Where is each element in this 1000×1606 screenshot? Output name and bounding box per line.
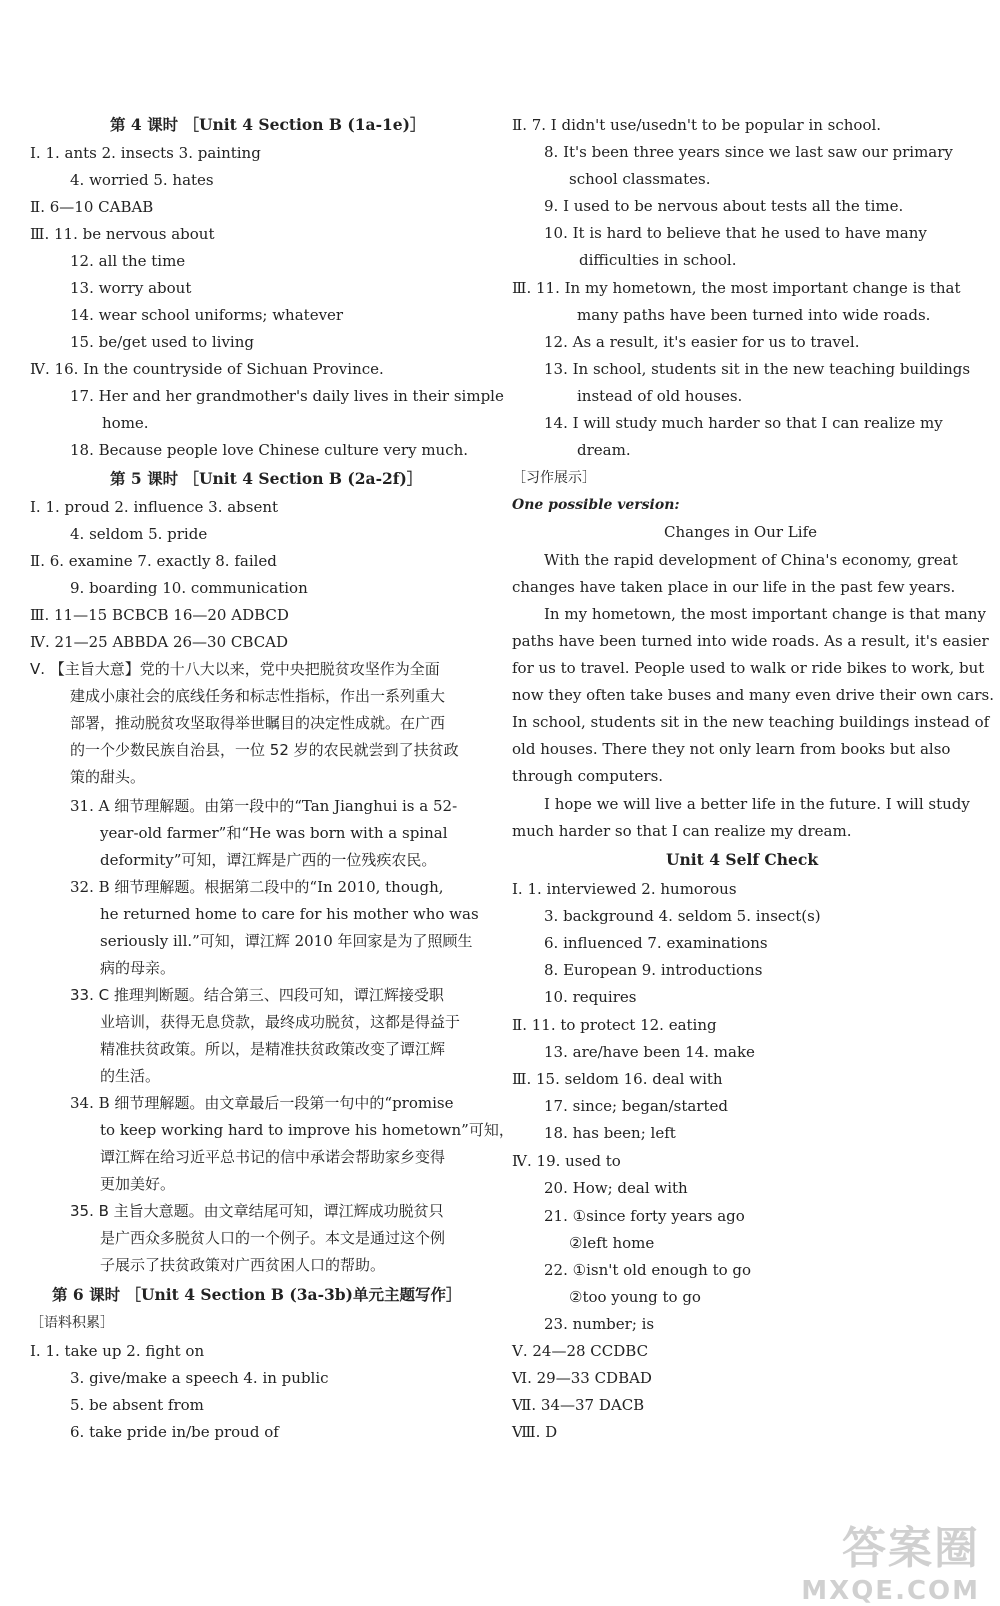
right-line: difficulties in school. — [579, 251, 737, 269]
right-line: 10. It is hard to believe that he used to have many — [544, 224, 927, 242]
left-line: 12. all the time — [70, 252, 186, 270]
right-line: 13. are/have been 14. make — [544, 1043, 755, 1061]
right-line: Ⅳ. 19. used to — [512, 1152, 621, 1170]
right-line: now they often take buses and many even drive their own cars. — [512, 686, 994, 704]
right-line: 14. I will study much harder so that I can realize my — [544, 414, 943, 432]
right-line: dream. — [577, 441, 631, 459]
left-line: 业培训，获得无息贷款，最终成功脱贫，这都是得益于 — [100, 1013, 461, 1031]
left-line: 建成小康社会的底线任务和标志性指标，作出一系列重大 — [70, 687, 446, 705]
left-line: 34. B 细节理解题。由文章最后一段第一句中的“promise — [70, 1094, 454, 1112]
right-line: 21. ①since forty years ago — [544, 1207, 745, 1225]
left-line: 4. seldom 5. pride — [70, 525, 208, 543]
right-line: Changes in Our Life — [664, 523, 817, 541]
left-line: to keep working hard to improve his hometown”可知， — [100, 1121, 514, 1139]
site-watermark — [730, 1512, 980, 1606]
right-line: instead of old houses. — [577, 387, 743, 405]
left-line: 的一个少数民族自治县，一位 52 岁的农民就尝到了扶贫政 — [70, 741, 459, 759]
right-line: 12. As a result, it's easier for us to travel. — [544, 333, 860, 351]
left-line: deformity”可知，谭江辉是广西的一位残疾农民。 — [100, 851, 437, 869]
left-line: Ⅰ. 1. proud 2. influence 3. absent — [30, 498, 279, 516]
left-line: he returned home to care for his mother who was — [100, 905, 479, 923]
right-line: 10. requires — [544, 988, 637, 1006]
left-line: seriously ill.”可知，谭江辉 2010 年回家是为了照顾生 — [100, 932, 473, 950]
left-line: 病的母亲。 — [100, 959, 176, 977]
right-line: Ⅵ. 29—33 CDBAD — [512, 1369, 652, 1387]
left-line: Ⅱ. 6—10 CABAB — [30, 198, 154, 216]
right-line: 22. ①isn't old enough to go — [544, 1261, 752, 1279]
left-line: 9. boarding 10. communication — [70, 579, 308, 597]
right-line: ②too young to go — [569, 1288, 701, 1306]
right-line: Ⅰ. 1. interviewed 2. humorous — [512, 880, 737, 898]
left-line: 3. give/make a speech 4. in public — [70, 1369, 329, 1387]
right-line: 3. background 4. seldom 5. insect(s) — [544, 907, 821, 925]
right-line: 17. since; began/started — [544, 1097, 728, 1115]
right-line: 20. How; deal with — [544, 1179, 688, 1197]
right-line: Ⅱ. 11. to protect 12. eating — [512, 1016, 717, 1034]
left-line: Ⅳ. 16. In the countryside of Sichuan Province. — [30, 360, 384, 378]
left-line: 18. Because people love Chinese culture very much. — [70, 441, 469, 459]
left-line: 13. worry about — [70, 279, 192, 297]
right-line: With the rapid development of China's economy, great — [544, 551, 958, 569]
right-line: paths have been turned into wide roads. As a result, it's easier — [512, 632, 989, 650]
right-line: 8. European 9. introductions — [544, 961, 763, 979]
right-line: many paths have been turned into wide roads. — [577, 306, 931, 324]
left-line: home. — [102, 414, 149, 432]
right-line: 18. has been; left — [544, 1124, 676, 1142]
left-line: 是广西众多脱贫人口的一个例子。本文是通过这个例 — [100, 1229, 446, 1247]
left-line: 15. be/get used to living — [70, 333, 254, 351]
right-line: through computers. — [512, 767, 664, 785]
left-line: 策的甜头。 — [70, 768, 146, 786]
right-line: 6. influenced 7. examinations — [544, 934, 768, 952]
right-line: Ⅶ. 34—37 DACB — [512, 1396, 645, 1414]
left-line: 的生活。 — [100, 1067, 161, 1085]
left-line: 第 4 课时 ［Unit 4 Section B (1a-1e)］ — [110, 115, 426, 134]
right-line: for us to travel. People used to walk or ride bikes to work, but — [512, 659, 985, 677]
right-line: Ⅲ. 15. seldom 16. deal with — [512, 1070, 723, 1088]
left-line: Ⅲ. 11. be nervous about — [30, 225, 215, 243]
right-line: ②left home — [569, 1234, 655, 1252]
left-line: Ⅰ. 1. ants 2. insects 3. painting — [30, 144, 261, 162]
left-line: 6. take pride in/be proud of — [70, 1423, 279, 1441]
right-line: ［习作展示］ — [512, 470, 596, 486]
right-line: Ⅴ. 24—28 CCDBC — [512, 1342, 649, 1360]
left-line: ［语料积累］ — [30, 1315, 114, 1331]
left-line: 子展示了扶贫政策对广西贫困人口的帮助。 — [100, 1256, 386, 1274]
right-line: 8. It's been three years since we last saw our primary — [544, 143, 953, 161]
right-line: In school, students sit in the new teaching buildings instead of — [512, 713, 990, 731]
right-line: school classmates. — [569, 170, 711, 188]
left-line: 部署，推动脱贫攻坚取得举世瞩目的决定性成就。在广西 — [70, 714, 446, 732]
left-line: 第 5 课时 ［Unit 4 Section B (2a-2f)］ — [110, 469, 423, 488]
left-line: Ⅴ. 【主旨大意】党的十八大以来，党中央把脱贫攻坚作为全面 — [30, 660, 440, 678]
watermark-url: MXQE.COM — [801, 1576, 980, 1606]
right-line: Ⅲ. 11. In my hometown, the most important change is that — [512, 279, 961, 297]
left-line: 4. worried 5. hates — [70, 171, 214, 189]
right-line: Ⅱ. 7. I didn't use/usedn't to be popular in school. — [512, 116, 882, 134]
left-line: Ⅲ. 11—15 BCBCB 16—20 ADBCD — [30, 606, 289, 624]
right-line: Ⅷ. D — [512, 1423, 558, 1441]
left-line: 谭江辉在给习近平总书记的信中承诺会帮助家乡变得 — [100, 1148, 446, 1166]
right-line: I hope we will live a better life in the future. I will study — [544, 795, 970, 813]
left-line: 精准扶贫政策。所以，是精准扶贫政策改变了谭江辉 — [100, 1040, 446, 1058]
left-line: 31. A 细节理解题。由第一段中的“Tan Jianghui is a 52- — [70, 797, 458, 815]
right-line: In my hometown, the most important change is that many — [544, 605, 986, 623]
left-line: Ⅱ. 6. examine 7. exactly 8. failed — [30, 552, 277, 570]
left-line: 35. B 主旨大意题。由文章结尾可知，谭江辉成功脱贫只 — [70, 1202, 444, 1220]
left-line: 33. C 推理判断题。结合第三、四段可知，谭江辉接受职 — [70, 986, 444, 1004]
right-line: 13. In school, students sit in the new teaching buildings — [544, 360, 971, 378]
left-line: 5. be absent from — [70, 1396, 204, 1414]
right-line: 9. I used to be nervous about tests all the time. — [544, 197, 904, 215]
right-line: much harder so that I can realize my dream. — [512, 822, 852, 840]
left-line: 更加美好。 — [100, 1175, 176, 1193]
left-line: 32. B 细节理解题。根据第二段中的“In 2010, though, — [70, 878, 444, 896]
right-line: Unit 4 Self Check — [666, 850, 819, 869]
right-line: old houses. There they not only learn from books but also — [512, 740, 951, 758]
right-line: 23. number; is — [544, 1315, 655, 1333]
left-line: Ⅳ. 21—25 ABBDA 26—30 CBCAD — [30, 633, 289, 651]
left-line: Ⅰ. 1. take up 2. fight on — [30, 1342, 205, 1360]
right-line: changes have taken place in our life in the past few years. — [512, 578, 956, 596]
left-line: 14. wear school uniforms; whatever — [70, 306, 344, 324]
right-line: One possible version: — [512, 497, 680, 513]
left-line: year-old farmer”和“He was born with a spinal — [100, 824, 448, 842]
left-line: 第 6 课时 ［Unit 4 Section B (3a-3b)单元主题写作］ — [52, 1285, 462, 1304]
watermark-logo-text: 答案圈 — [842, 1523, 980, 1574]
left-line: 17. Her and her grandmother's daily lives in their simple — [70, 387, 504, 405]
